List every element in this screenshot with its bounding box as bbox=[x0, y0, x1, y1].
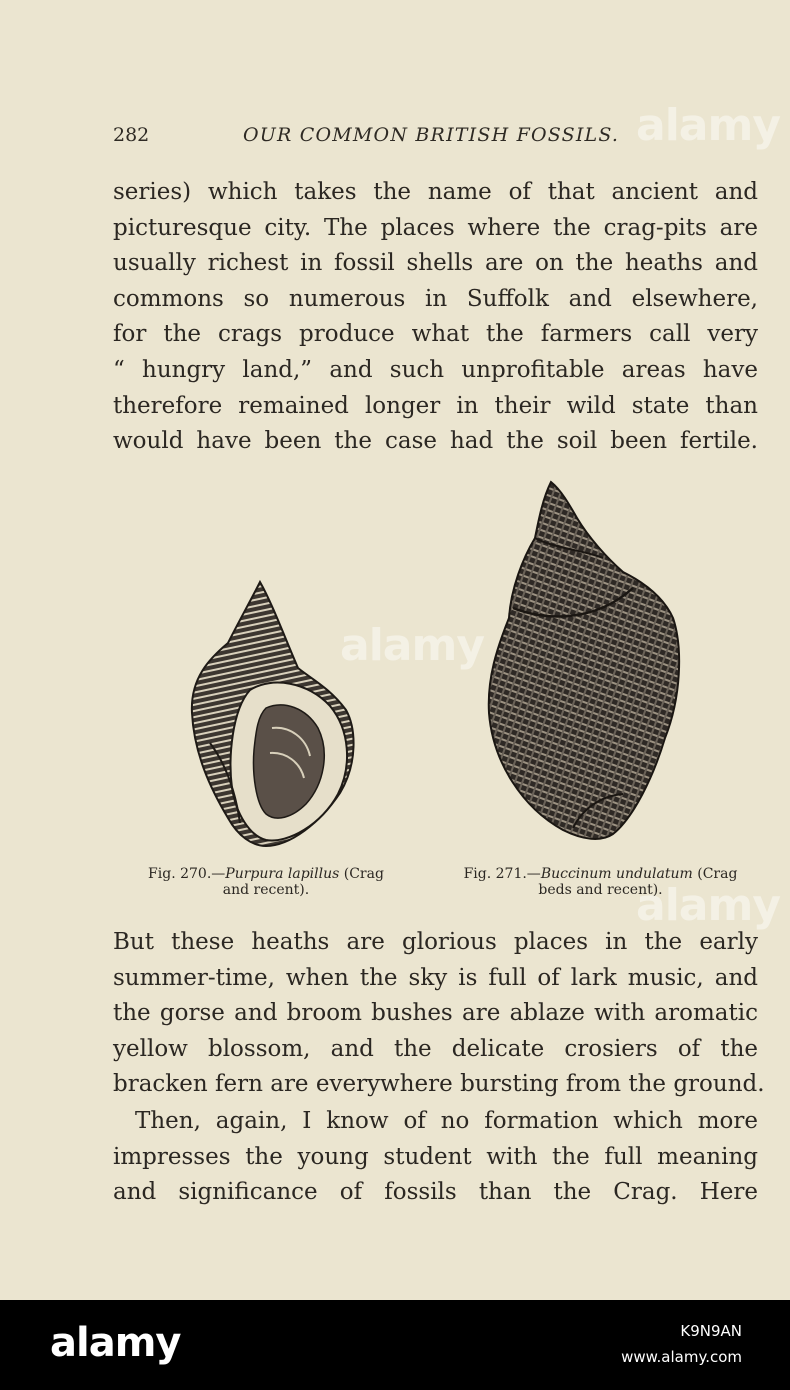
running-title: OUR COMMON BRITISH FOSSILS. bbox=[243, 124, 620, 146]
text-line: But these heaths are glorious places in the early bbox=[113, 929, 758, 955]
species-name: Buccinum undulatum bbox=[540, 866, 693, 882]
text-line: therefore remained longer in their wild state than bbox=[113, 392, 758, 419]
text-line: commons so numerous in Suffolk and elsewhere, bbox=[113, 285, 758, 312]
species-name: Purpura lapillus bbox=[225, 866, 340, 882]
alamy-logo: alamy bbox=[50, 1320, 181, 1366]
text-line: Then, again, I know of no formation which more bbox=[135, 1108, 758, 1134]
caption-note: (Crag bbox=[339, 866, 384, 882]
watermark: alamy bbox=[340, 620, 484, 671]
figure-number: Fig. 270.— bbox=[148, 866, 226, 882]
text-line: bracken fern are everywhere bursting from the ground. bbox=[113, 1071, 765, 1098]
figure-number: Fig. 271.— bbox=[463, 866, 541, 882]
text-line: picturesque city. The places where the crag-pits are bbox=[113, 214, 758, 241]
text-line: the gorse and broom bushes are ablaze with aromatic bbox=[113, 1000, 758, 1027]
watermark: alamy bbox=[636, 880, 780, 931]
buccinum-undulatum-shell-illustration bbox=[483, 478, 688, 848]
caption-note: beds and recent). bbox=[538, 882, 663, 898]
text-line: for the crags produce what the farmers call very bbox=[113, 321, 758, 348]
text-line: series) which takes the name of that ancient and bbox=[113, 179, 758, 205]
text-line: “ hungry land,” and such unprofitable areas have bbox=[113, 356, 758, 383]
paragraph-1 bbox=[113, 175, 758, 460]
text-line: usually richest in fossil shells are on the heaths and bbox=[113, 250, 758, 277]
text-line: summer-time, when the sky is full of lark music, and bbox=[113, 964, 758, 991]
text-line: yellow blossom, and the delicate crosiers of the bbox=[113, 1035, 758, 1062]
paragraph-3 bbox=[113, 1104, 758, 1211]
page-number: 282 bbox=[113, 124, 150, 146]
caption-note: and recent). bbox=[222, 882, 310, 898]
caption-note: (Crag bbox=[692, 866, 738, 882]
text-line: impresses the young student with the full meaning bbox=[113, 1143, 758, 1170]
figure-270-caption bbox=[130, 866, 402, 898]
text-line: would have been the case had the soil been fertile. bbox=[113, 428, 758, 455]
site-url: www.alamy.com bbox=[621, 1348, 742, 1366]
paragraph-2 bbox=[113, 925, 765, 1103]
image-id: K9N9AN bbox=[680, 1322, 742, 1340]
watermark: alamy bbox=[636, 100, 780, 151]
text-line: and significance of fossils than the Crag. Here bbox=[113, 1179, 758, 1206]
purpura-lapillus-shell-illustration bbox=[180, 578, 365, 853]
stock-footer-bar bbox=[0, 1300, 790, 1390]
